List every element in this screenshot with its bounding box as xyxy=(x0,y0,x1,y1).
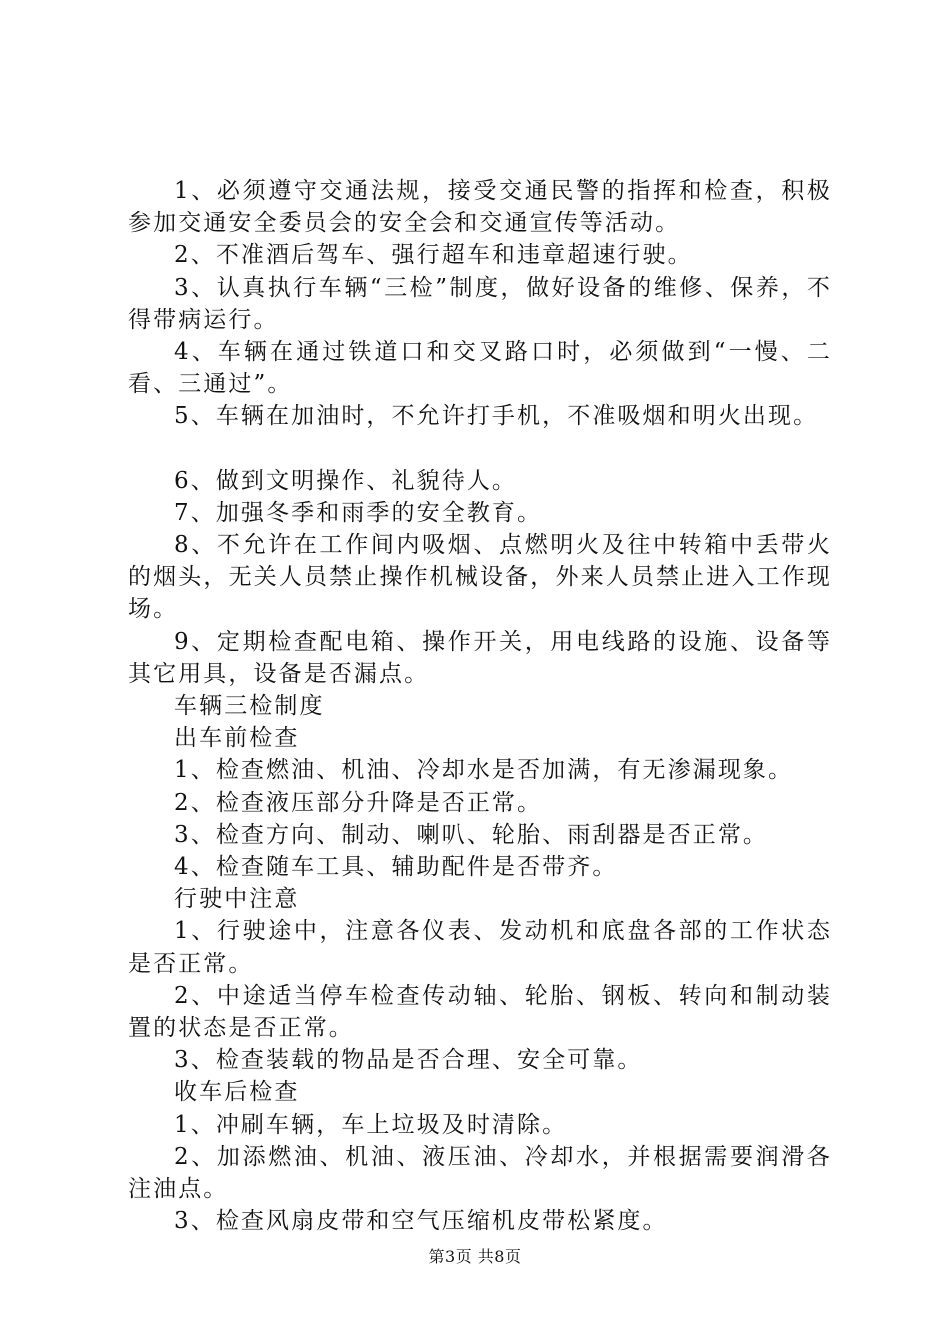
section-heading-three-checks: 车辆三检制度 xyxy=(174,693,325,720)
rule-8: 8、不允许在工作间内吸烟、点燃明火及往中转箱中丢带火的烟头，无关人员禁止操作机械设备，外来人员禁止进入工作现场。 xyxy=(128,532,832,623)
subheading-while-driving: 行驶中注意 xyxy=(174,886,300,913)
document-body xyxy=(128,175,832,1238)
pre-check-item-2: 2、检查液压部分升降是否正常。 xyxy=(174,789,543,816)
pre-check-item-1: 1、检查燃油、机油、冷却水是否加满，有无渗漏现象。 xyxy=(174,757,794,784)
rule-4: 4、车辆在通过铁道口和交叉路口时，必须做到“一慢、二看、三通过”。 xyxy=(128,339,832,398)
paragraph-gap xyxy=(128,433,832,465)
driving-item-1: 1、行驶途中，注意各仪表、发动机和底盘各部的工作状态是否正常。 xyxy=(128,918,832,977)
driving-item-3: 3、检查装载的物品是否合理、安全可靠。 xyxy=(174,1047,643,1074)
post-check-item-3: 3、检查风扇皮带和空气压缩机皮带松紧度。 xyxy=(174,1208,668,1235)
page-number-footer: 第3页 共8页 xyxy=(428,1247,522,1266)
rule-1: 1、必须遵守交通法规，接受交通民警的指挥和检查，积极参加交通安全委员会的安全会和交通宣传等活动。 xyxy=(128,178,832,237)
rule-6: 6、做到文明操作、礼貌待人。 xyxy=(174,467,518,494)
rule-5: 5、车辆在加油时，不允许打手机，不准吸烟和明火出现。 xyxy=(174,403,819,430)
subheading-post-trip-check: 收车后检查 xyxy=(174,1079,300,1106)
pre-check-item-3: 3、检查方向、制动、喇叭、轮胎、雨刮器是否正常。 xyxy=(174,821,769,848)
rule-3: 3、认真执行车辆“三检”制度，做好设备的维修、保养，不得带病运行。 xyxy=(128,274,832,333)
rule-2: 2、不准酒后驾车、强行超车和违章超速行驶。 xyxy=(174,242,693,269)
post-check-item-1: 1、冲刷车辆，车上垃圾及时清除。 xyxy=(174,1111,568,1138)
driving-item-2: 2、中途适当停车检查传动轴、轮胎、钢板、转向和制动装置的状态是否正常。 xyxy=(128,982,832,1042)
post-check-item-2: 2、加添燃油、机油、液压油、冷却水，并根据需要润滑各注油点。 xyxy=(128,1143,832,1203)
rule-9: 9、定期检查配电箱、操作开关，用电线路的设施、设备等其它用具，设备是否漏点。 xyxy=(128,628,832,687)
subheading-pre-departure-check: 出车前检查 xyxy=(174,725,300,752)
pre-check-item-4: 4、检查随车工具、辅助配件是否带齐。 xyxy=(174,854,618,881)
rule-7: 7、加强冬季和雨季的安全教育。 xyxy=(174,499,543,526)
